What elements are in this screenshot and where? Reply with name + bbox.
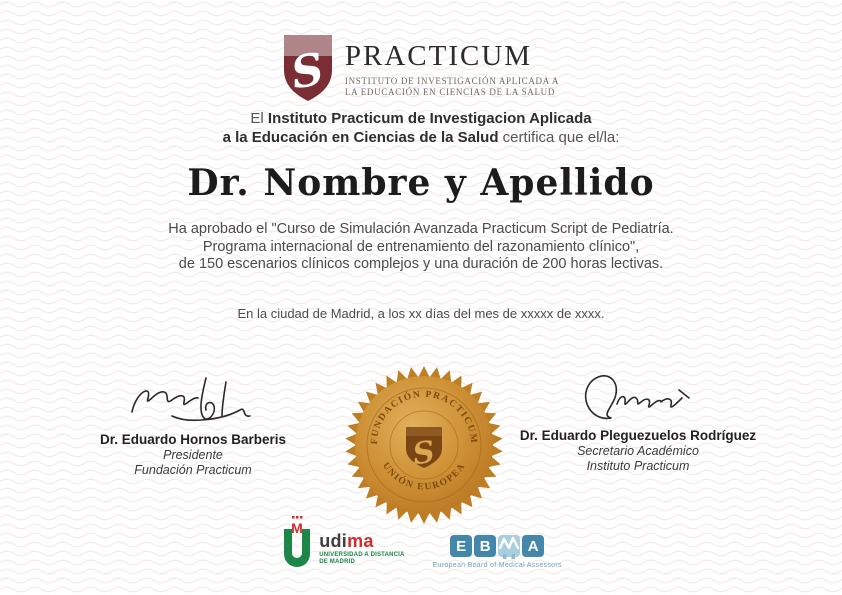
udima-subtitle-line1: UNIVERSIDAD A DISTANCIA bbox=[319, 552, 405, 558]
signatory-name-right: Dr. Eduardo Pleguezuelos Rodríguez bbox=[519, 428, 757, 443]
udima-word-suffix: ma bbox=[347, 531, 374, 551]
ebma-logo bbox=[433, 535, 562, 569]
udima-text bbox=[319, 532, 404, 566]
course-line3: de 150 escenarios clínicos complejos y una duración de 200 horas lectivas. bbox=[178, 256, 664, 272]
signature-scribble-right bbox=[563, 368, 713, 426]
udima-wordmark bbox=[319, 532, 404, 550]
course-description bbox=[0, 221, 842, 274]
certifies-statement-line2 bbox=[0, 128, 842, 147]
udima-subtitle-line2: DE MADRID bbox=[319, 559, 356, 565]
gold-foundation-seal bbox=[344, 365, 504, 525]
signatory-org-right: Instituto Practicum bbox=[586, 459, 690, 473]
svg-text:M: M bbox=[291, 520, 304, 536]
signature-scribble-left bbox=[118, 372, 268, 430]
practicum-wordmark bbox=[345, 34, 559, 98]
ebma-heartbeat-m-icon bbox=[498, 535, 520, 557]
certifies-statement-line1 bbox=[0, 109, 842, 128]
ebma-subtitle: European Board of Medical Assessors bbox=[432, 562, 562, 569]
udima-mark-icon bbox=[280, 516, 314, 574]
signature-block-president bbox=[73, 372, 313, 478]
signatory-title-right: Secretario Académico bbox=[577, 444, 699, 458]
course-line2: Programa internacional de entrenamiento del razonamiento clínico", bbox=[202, 238, 640, 255]
institute-name-line2: a la Educación en Ciencias de la Salud bbox=[222, 129, 499, 146]
ebma-letter-b: B bbox=[474, 535, 496, 557]
certifies-statement bbox=[0, 109, 842, 147]
intro-suffix: certifica que el/la: bbox=[498, 129, 620, 146]
ebma-letter-a: A bbox=[522, 535, 544, 557]
course-line1: Ha aprobado el "Curso de Simulación Avanzada Practicum Script de Pediatría. bbox=[168, 221, 674, 237]
brand-name: PRACTICUM bbox=[344, 40, 533, 72]
brand-tagline bbox=[345, 76, 559, 98]
place-date-line: En la ciudad de Madrid, a los xx días del mes de xxxxx de xxxx. bbox=[237, 306, 605, 321]
udima-logo bbox=[280, 516, 404, 574]
udima-subtitle bbox=[319, 552, 404, 566]
practicum-logo bbox=[0, 34, 842, 102]
svg-text:S: S bbox=[287, 43, 328, 100]
practicum-shield-icon bbox=[283, 34, 333, 102]
seal-arc-top-text: FUNDACIÓN PRACTICUM bbox=[369, 389, 479, 445]
partner-logos bbox=[0, 516, 842, 574]
ebma-letter-e: E bbox=[450, 535, 472, 557]
seal-arc-bottom-text: UNIÓN EUROPEA bbox=[380, 461, 468, 493]
signature-block-secretary bbox=[518, 368, 758, 474]
institute-name-line1: Instituto Practicum de Investigacion Aplicada bbox=[267, 110, 592, 127]
signatory-name-left: Dr. Eduardo Hornos Barberis bbox=[99, 432, 287, 447]
udima-word-prefix: udi bbox=[319, 531, 348, 551]
ebma-letter-squares bbox=[450, 535, 544, 557]
signatory-title-left: Presidente bbox=[163, 448, 223, 462]
brand-tagline-line2: LA EDUCACIÓN EN CIENCIAS DE LA SALUD bbox=[344, 87, 556, 97]
svg-text:S: S bbox=[410, 434, 437, 473]
signatory-org-left: Fundación Practicum bbox=[134, 463, 252, 477]
intro-prefix: El bbox=[250, 110, 268, 127]
brand-tagline-line1: INSTITUTO DE INVESTIGACIÓN APLICADA A bbox=[344, 76, 560, 86]
recipient-name: Dr. Nombre y Apellido bbox=[187, 162, 655, 204]
